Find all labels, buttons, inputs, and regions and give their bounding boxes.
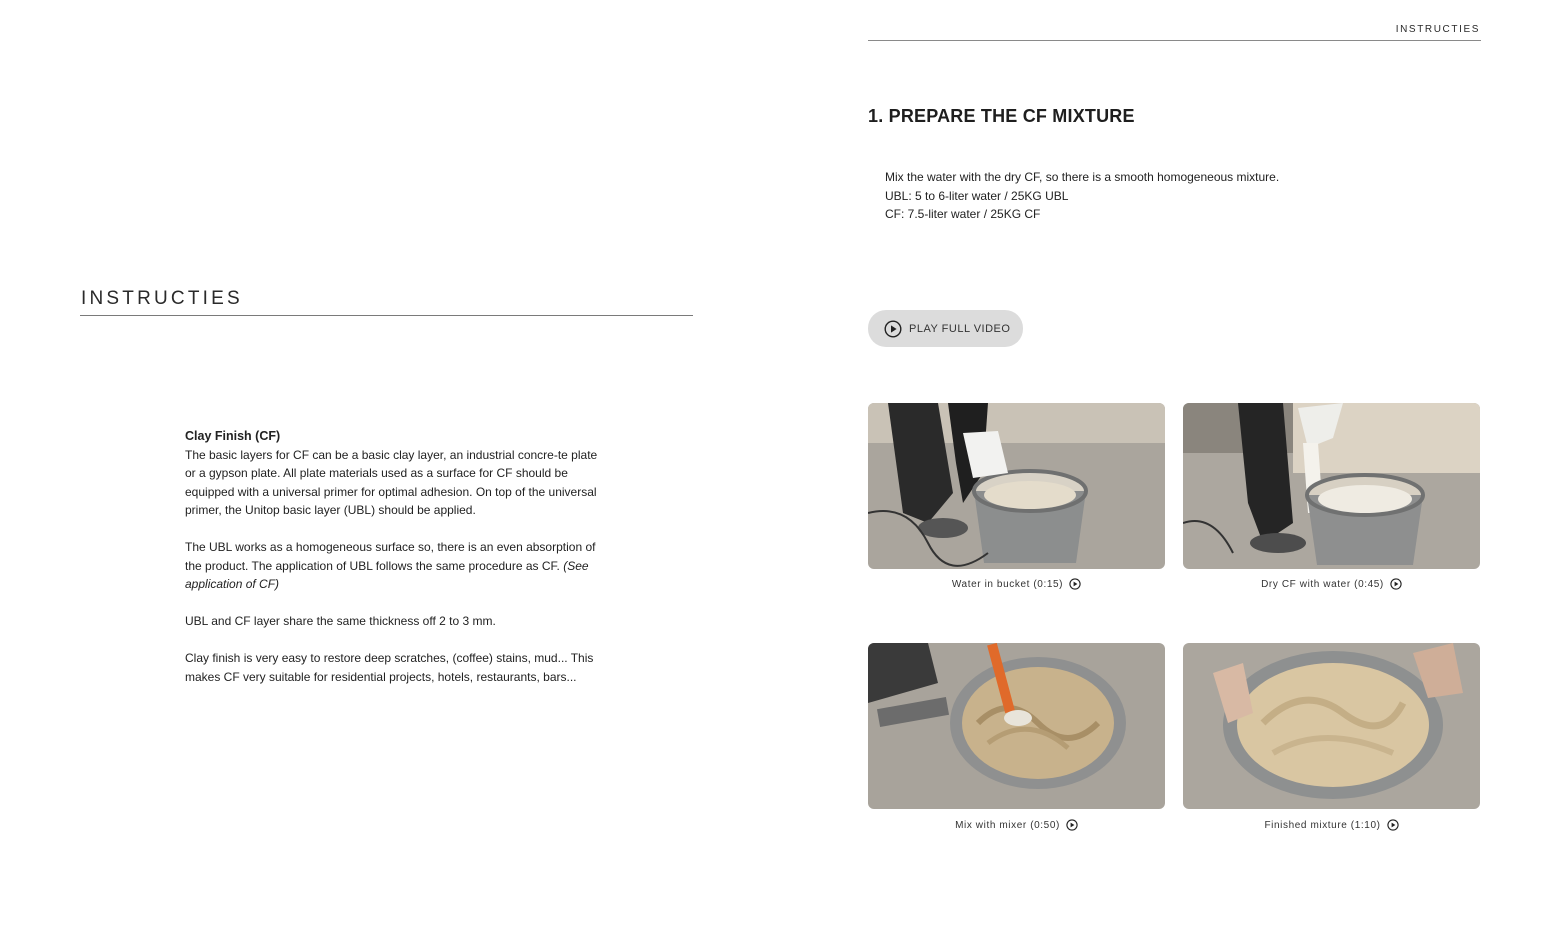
play-circle-icon	[1066, 819, 1078, 831]
video-thumbnail-mix-with-mixer[interactable]	[868, 643, 1165, 809]
left-page-title: INSTRUCTIES	[81, 288, 243, 309]
video-thumbnail-finished-mixture[interactable]	[1183, 643, 1480, 809]
description-line: CF: 7.5-liter water / 25KG CF	[885, 207, 1041, 221]
video-caption-dry-cf-with-water[interactable]	[1183, 578, 1480, 590]
paragraph-3: UBL and CF layer share the same thickness off 2 to 3 mm.	[185, 614, 496, 628]
play-circle-icon	[1390, 578, 1402, 590]
play-circle-icon	[1069, 578, 1081, 590]
step-title: 1. PREPARE THE CF MIXTURE	[868, 106, 1135, 126]
video-caption-text: Finished mixture (1:10)	[1264, 819, 1381, 831]
description-line: UBL: 5 to 6-liter water / 25KG UBL	[885, 188, 1069, 203]
video-caption-water-in-bucket[interactable]	[868, 578, 1165, 590]
description-line: Mix the water with the dry CF, so there is a smooth homogeneous mixture.	[885, 170, 1280, 184]
paragraph-2	[185, 538, 605, 594]
right-page-header: INSTRUCTIES	[1395, 24, 1480, 35]
video-caption-mix-with-mixer[interactable]	[868, 819, 1165, 831]
right-header-divider	[868, 40, 1481, 41]
paragraph-4: Clay finish is very easy to restore deep scratches, (coffee) stains, mud... This makes CF very suitable for residential projects, hotels, restaurants, bars...	[185, 651, 594, 684]
video-thumbnail-dry-cf-with-water[interactable]	[1183, 403, 1480, 569]
video-caption-text: Mix with mixer (0:50)	[955, 819, 1060, 831]
left-body-text	[185, 427, 605, 705]
video-caption-finished-mixture[interactable]	[1183, 819, 1480, 831]
step-description	[885, 168, 1279, 224]
play-full-video-label: PLAY FULL VIDEO	[909, 322, 1011, 335]
play-circle-icon	[1387, 819, 1399, 831]
video-caption-text: Dry CF with water (0:45)	[1261, 578, 1384, 590]
video-thumbnail-water-in-bucket[interactable]	[868, 403, 1165, 569]
video-caption-text: Water in bucket (0:15)	[951, 578, 1064, 590]
play-full-video-button[interactable]	[868, 310, 1023, 347]
play-circle-icon	[884, 320, 902, 338]
section-heading: Clay Finish (CF)	[185, 429, 281, 443]
paragraph-2-reference: (See application of CF)	[185, 558, 589, 591]
left-title-divider	[80, 315, 693, 316]
paragraph-1: The basic layers for CF can be a basic clay layer, an industrial concre-te plate or a gypson plate. All plate materials used as a surface for CF should be equipped with a universal primer for optimal adhesion. On top of the universal primer, the Unitop basic layer (UBL) should be applied.	[185, 447, 598, 517]
paragraph-2-text: The UBL works as a homogeneous surface so, there is an even absorption of the product. The application of UBL follows the same procedure as CF.	[185, 540, 596, 573]
